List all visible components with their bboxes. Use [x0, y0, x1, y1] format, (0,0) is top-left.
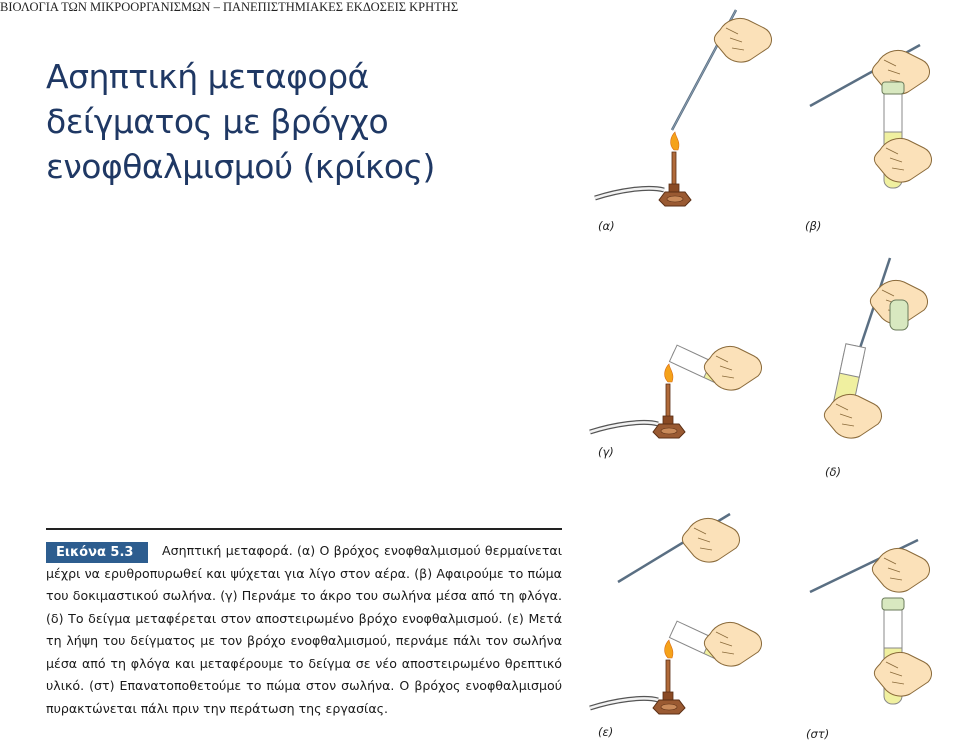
figure-illustrations [560, 0, 960, 745]
caption-body: Ασηπτική μεταφορά. (α) Ο βρόχος ενοφθαλμισμού θερμαίνεται μέχρι να ερυθροπυρωθεί και ψύχεται για λίγο στον αέρα. (β) Αφαιρούμε το πώμα του δοκιμαστικού σωλήνα. (γ) Περνάμε το άκρο του σωλήνα μέσα από τη φλόγα. (δ) Το δείγμα μεταφέρεται στον αποστειρωμένο βρόχο ενοφθαλμισμού. (ε) Μετά τη λήψη του δείγματος με τον βρόχο ενοφθαλμισμού, περνάμε πάλι τον σωλήνα μέσα από τη φλόγα και μεταφέρουμε το δείγμα σε νέο αποστειρωμένο θρεπτικό υλικό. (στ) Επανατοποθετούμε το πώμα στον σωλήνα. Ο βρόχος ενοφθαλμισμού πυρακτώνεται πάλι πριν την περάτωση της εργασίας. [46, 543, 562, 716]
illustration-svg [560, 0, 960, 745]
panel-e-illustration [590, 514, 761, 714]
panel-label-a: (α) [598, 219, 615, 233]
panel-g-illustration [590, 345, 761, 438]
panel-d-illustration [824, 258, 927, 438]
panel-st-illustration [810, 540, 931, 704]
panel-label-g: (γ) [598, 445, 614, 459]
title-line-2: δείγματος με βρόγχο [46, 102, 389, 141]
panel-b-illustration [810, 45, 931, 188]
panel-label-d: (δ) [825, 465, 842, 479]
caption-text [46, 540, 562, 720]
title-line-3: ενοφθαλμισμού (κρίκος) [46, 147, 435, 186]
panel-label-b: (β) [805, 219, 822, 233]
running-header: ΒΙΟΛΟΓΙΑ ΤΩΝ ΜΙΚΡΟΟΡΓΑΝΙΣΜΩΝ – ΠΑΝΕΠΙΣΤΗΜΙΑΚΕΣ ΕΚΔΟΣΕΙΣ ΚΡΗΤΗΣ [0, 0, 459, 14]
caption-rule [46, 528, 562, 530]
title-line-1: Ασηπτική μεταφορά [46, 57, 369, 96]
page-title [46, 54, 435, 189]
panel-label-st: (στ) [806, 727, 830, 741]
figure-label: Εικόνα 5.3 [46, 542, 148, 563]
panel-a-illustration [595, 10, 771, 206]
panel-label-e: (ε) [598, 725, 614, 739]
